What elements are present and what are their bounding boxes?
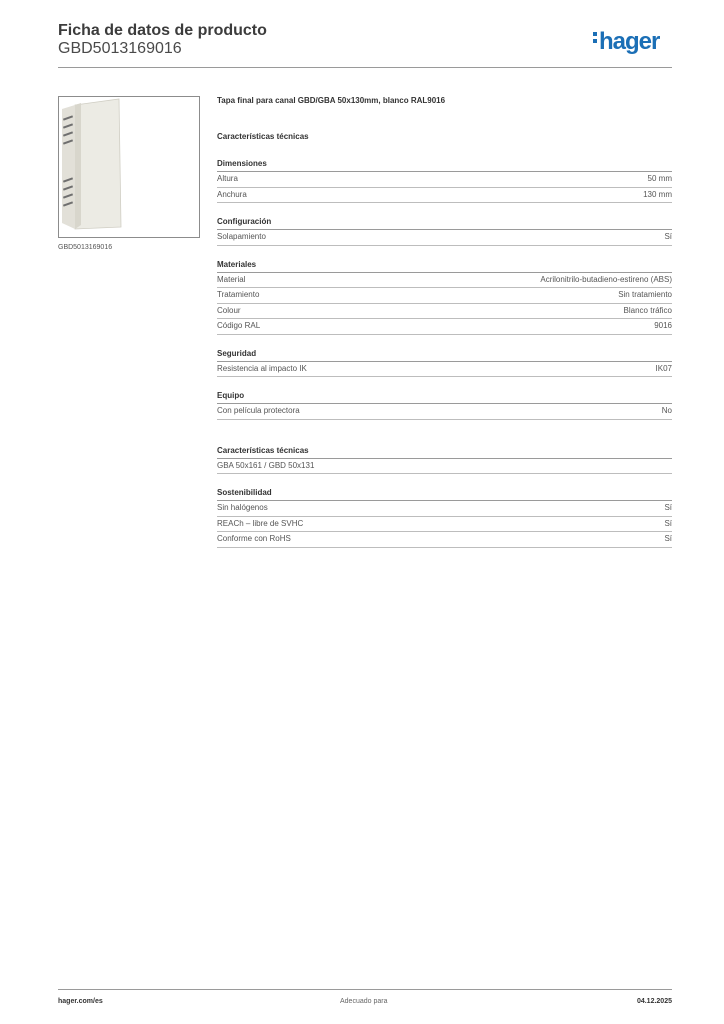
- footer-date: 04.12.2025: [636, 998, 672, 1005]
- spec-row: [217, 188, 672, 204]
- spec-row: [217, 362, 672, 378]
- spec-value: 9016: [654, 321, 672, 330]
- spec-value: Acrilonitrilo-butadieno-estireno (ABS): [540, 274, 672, 284]
- footer-suitable-for: Adecuado para: [340, 998, 388, 1005]
- spec-group-title: Seguridad: [217, 349, 672, 362]
- spec-group: [217, 446, 672, 475]
- spec-value: Sí: [664, 232, 672, 241]
- spec-group: [217, 159, 672, 203]
- spec-value: IK07: [655, 363, 672, 373]
- spec-label: Con película protectora: [217, 406, 300, 415]
- spec-row: [217, 230, 672, 246]
- product-title: Tapa final para canal GBD/GBA 50x130mm, blanco RAL9016: [217, 96, 446, 105]
- spec-label: Solapamiento: [217, 232, 266, 241]
- spec-content: [217, 96, 672, 548]
- spec-row: [217, 319, 672, 335]
- spec-row: [217, 501, 672, 517]
- spec-label: Material: [217, 274, 246, 284]
- spec-row: [217, 532, 672, 548]
- spec-groups: [217, 159, 672, 548]
- spec-label: Colour: [217, 305, 241, 315]
- product-image: [58, 96, 200, 238]
- spec-row: [217, 517, 672, 533]
- spec-group-title: Sostenibilidad: [217, 488, 672, 501]
- spec-group: [217, 391, 672, 420]
- spec-group-title: Características técnicas: [217, 446, 672, 459]
- spec-group: [217, 488, 672, 548]
- spec-label: Conforme con RoHS: [217, 534, 291, 543]
- section-heading: Características técnicas: [217, 132, 309, 141]
- product-reference: GBD5013169016: [58, 40, 182, 57]
- spec-value: Sí: [664, 503, 672, 512]
- footer-divider: [58, 989, 672, 990]
- logo-dots-icon: [593, 32, 597, 46]
- spec-label: Tratamiento: [217, 290, 260, 299]
- spec-label: REACh – libre de SVHC: [217, 518, 304, 528]
- spec-group: [217, 260, 672, 335]
- spec-value: Sin tratamiento: [618, 290, 672, 299]
- spec-value: 50 mm: [647, 174, 672, 183]
- end-cap-image: [59, 97, 199, 237]
- spec-label: Anchura: [217, 189, 247, 199]
- hager-logo: [593, 28, 659, 56]
- spec-group-title: Equipo: [217, 391, 672, 404]
- spec-value: 130 mm: [643, 189, 672, 199]
- footer-website: hager.com/es: [58, 998, 103, 1005]
- spec-row: [217, 288, 672, 304]
- spec-group-title: Materiales: [217, 260, 672, 273]
- spec-group: [217, 349, 672, 378]
- spec-row: [217, 273, 672, 289]
- spec-row: [217, 404, 672, 420]
- spec-label: GBA 50x161 / GBD 50x131: [217, 460, 315, 470]
- logo-text: hager: [599, 28, 660, 55]
- spec-row: [217, 304, 672, 320]
- image-caption: GBD5013169016: [58, 244, 113, 251]
- spec-group: [217, 217, 672, 246]
- spec-label: Resistencia al impacto IK: [217, 363, 307, 373]
- spec-row: [217, 459, 672, 475]
- spec-value: Blanco tráfico: [623, 305, 672, 315]
- spec-label: Altura: [217, 174, 238, 183]
- document-title: Ficha de datos de producto: [58, 22, 267, 39]
- spec-value: Sí: [664, 534, 672, 543]
- header-divider: [58, 67, 672, 68]
- spec-label: Sin halógenos: [217, 503, 268, 512]
- spec-row: [217, 172, 672, 188]
- spec-value: No: [661, 406, 672, 415]
- spec-group-title: Configuración: [217, 217, 672, 230]
- spec-value: Sí: [664, 518, 672, 528]
- spec-label: Código RAL: [217, 321, 261, 330]
- spec-group-title: Dimensiones: [217, 159, 672, 172]
